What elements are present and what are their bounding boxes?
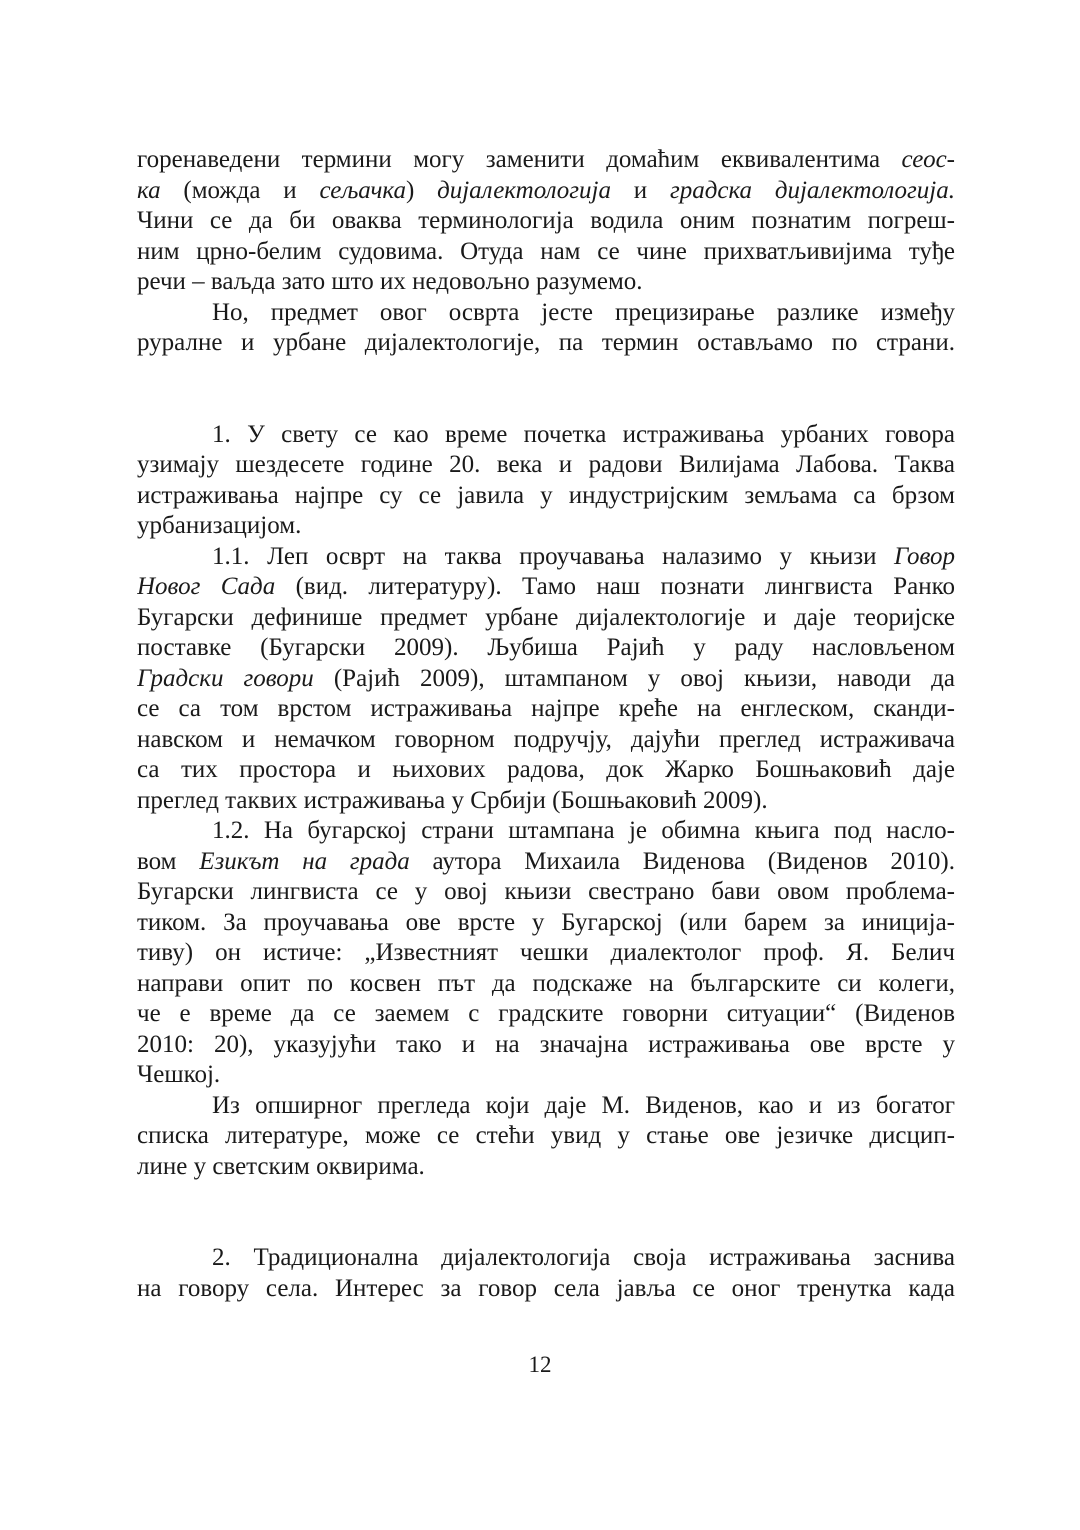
text-line: тиву) он истиче: „Известният чешки диалектолог проф. Я. Белич [137,939,955,966]
page-number: 12 [528,1352,552,1377]
text-line: тиком. За проучавања ове врсте у Бугарској (или барем за иниција- [137,908,955,936]
text-line: Новог Сада (вид. литературу). Тамо наш познати лингвиста Ранко [137,573,955,600]
text-line: се са том врстом истраживања најпре креће на енглеском, сканди- [137,695,955,722]
text-line: са тих простора и њихових радова, док Жарко Бошњаковић даје [137,756,955,783]
text-line: Из опширног прегледа који даје М. Виденов, као и из богатог [212,1091,955,1119]
text-line: Чешкој. [137,1061,221,1088]
section-gap [137,1182,955,1243]
text-line: навском и немачком говорном подручју, дајући преглед истраживача [137,725,955,753]
text-line: че е време да се заемем с градските говорни ситуации“ (Виденов [137,1000,955,1027]
text-line: поставке (Бугарски 2009). Љубиша Рајић у раду насловљеном [137,634,955,661]
section-gap [137,359,955,420]
text-line: узимају шездесете године 20. века и радови Вилијама Лабова. Таква [137,451,955,478]
text-line: 2. Традиционална дијалектологија своја истраживања заснива [212,1244,955,1271]
text-line: списка литературе, може се стећи увид у стање ове језичке дисцип- [137,1122,955,1149]
text-line: вом Езикът на града аутора Михаила Виденова (Виденов 2010). [137,847,955,875]
text-line: 1.2. На бугарској страни штампана је обимна књига под насло- [212,817,955,844]
text-line: ним црно-белим судовима. Отуда нам се чине прихватљивијима туђе [137,237,955,265]
text-line: Бугарски дефинише предмет урбане дијалектологије и даје теоријске [137,603,955,631]
body-text [137,145,955,1304]
text-line: речи – ваљда зато што их недовољно разумемо. [137,268,643,295]
text-line: урбанизацијом. [137,512,302,539]
text-line: Чини се да би оваква терминологија водила оним познатим погреш- [137,207,955,234]
text-line: 2010: 20), указујући тако и на значајна истраживања ове врсте у [137,1030,955,1058]
text-line: Но, предмет овог осврта јесте прецизирање разлике између [212,298,955,326]
text-line: руралне и урбане дијалектологије, па термин остављамо по страни. [137,329,955,356]
text-line: Градски говори (Рајић 2009), штампаном у овој књизи, наводи да [137,664,955,692]
text-line: направи опит по косвен път да подскаже на българските си колеги, [137,969,955,997]
text-line: горенаведени термини могу заменити домаћим еквивалентима сеос- [137,146,955,173]
text-line: ка (можда и сељачка) дијалектологија и градска дијалектологија. [137,176,955,204]
text-line: на говору села. Интерес за говор села јавља се оног тренутка када [137,1274,955,1302]
text-line: истраживања најпре су се јавила у индустријским земљама са брзом [137,481,955,509]
text-line: Бугарски лингвиста се у овој књизи свестрано бави овом проблема- [137,878,955,905]
text-line: преглед таквих истраживања у Србији (Бошњаковић 2009). [137,786,768,814]
text-line: лине у светским оквирима. [137,1152,425,1180]
text-line: 1.1. Леп осврт на таква проучавања налазимо у књизи Говор [212,542,955,570]
text-line: 1. У свету се као време почетка истраживања урбаних говора [212,420,955,448]
